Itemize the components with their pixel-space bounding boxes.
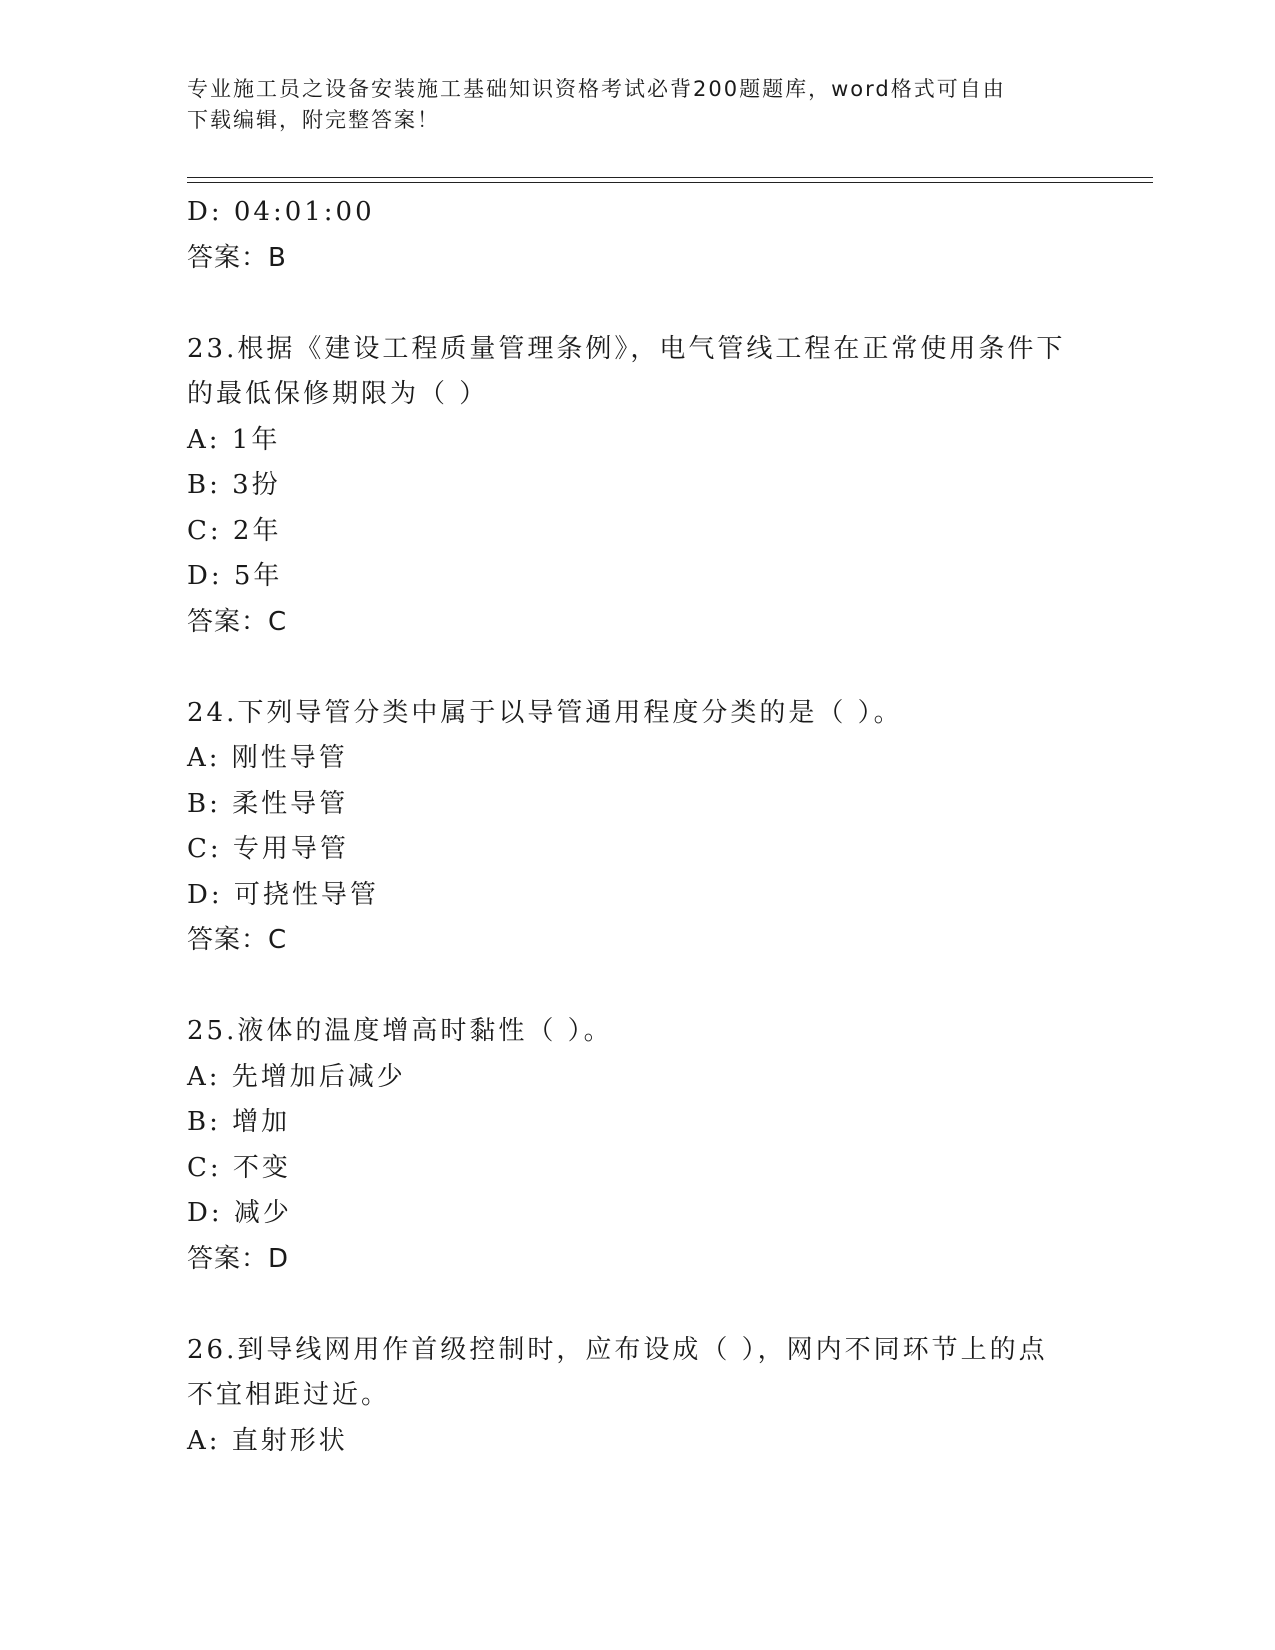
option-c: C: 2年 [187, 515, 282, 546]
option-d: D: 04:01:00 [187, 197, 375, 227]
previous-question-tail [187, 190, 1067, 281]
question-text: 23.根据《建设工程质量管理条例》，电气管线工程在正常使用条件下 [187, 333, 1066, 364]
option-c: C: 不变 [187, 1152, 291, 1183]
answer-line: 答案：D [187, 1243, 290, 1274]
question-24 [187, 691, 1067, 964]
question-text-cont: 的最低保修期限为（ ） [187, 379, 489, 409]
option-d: D: 减少 [187, 1198, 292, 1228]
question-text: 25.液体的温度增高时黏性（ ）。 [187, 1016, 613, 1046]
option-b: B: 柔性导管 [187, 788, 349, 819]
option-d: D: 可挠性导管 [187, 879, 379, 910]
spacer [187, 1282, 1067, 1328]
question-text: 26.到导线网用作首级控制时，应布设成（ ），网内不同环节上的点 [187, 1334, 1048, 1365]
option-b: B: 3扮 [187, 470, 281, 500]
spacer [187, 645, 1067, 691]
spacer [187, 281, 1067, 327]
document-header [187, 74, 1087, 136]
question-text-cont: 不宜相距过近。 [187, 1380, 391, 1410]
question-23 [187, 327, 1067, 646]
answer-line: 答案：B [187, 242, 287, 273]
answer-line: 答案：C [187, 925, 288, 955]
answer-line: 答案：C [187, 606, 288, 637]
header-divider-bottom [187, 182, 1153, 183]
header-divider-top [187, 177, 1153, 178]
spacer [187, 964, 1067, 1010]
option-a: A: 刚性导管 [187, 743, 348, 773]
option-b: B: 增加 [187, 1107, 291, 1137]
option-c: C: 专用导管 [187, 834, 349, 864]
header-title-line-1: 专业施工员之设备安装施工基础知识资格考试必背200题题库，word格式可自由 [187, 77, 1006, 101]
header-title-line-2: 下载编辑，附完整答案！ [187, 108, 440, 132]
option-a: A: 1年 [187, 424, 281, 455]
option-a: A: 先增加后减少 [187, 1061, 406, 1092]
option-a: A: 直射形状 [187, 1425, 348, 1456]
question-25 [187, 1009, 1067, 1282]
question-26 [187, 1328, 1067, 1465]
question-text: 24.下列导管分类中属于以导管通用程度分类的是（ ）。 [187, 697, 903, 728]
question-content [187, 190, 1067, 1464]
option-d: D: 5年 [187, 561, 283, 591]
